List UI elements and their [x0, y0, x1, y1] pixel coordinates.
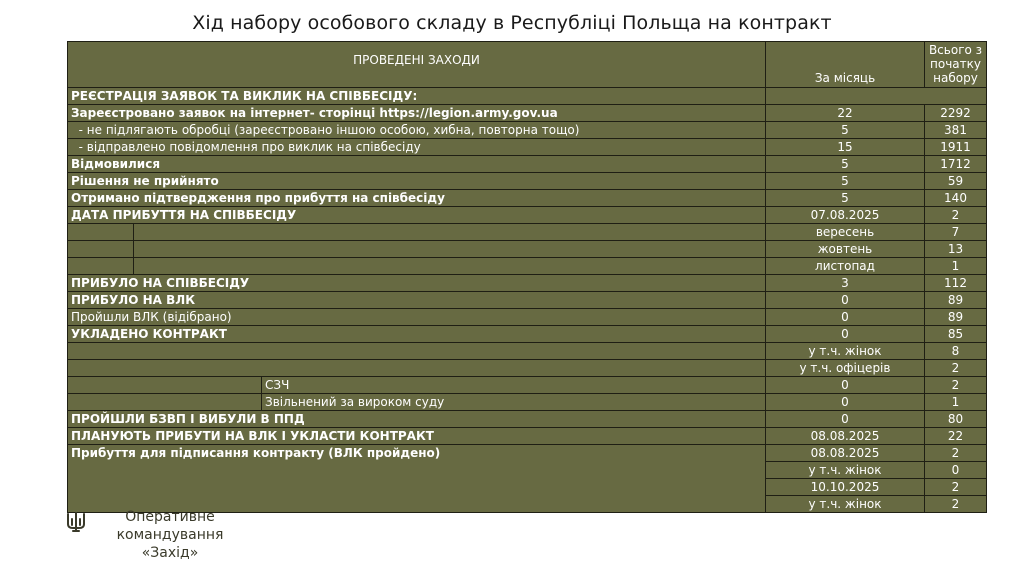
table-row	[68, 258, 987, 275]
row-total: 0	[925, 462, 987, 479]
empty-cell	[68, 394, 262, 411]
row-month: 0	[766, 394, 925, 411]
row-label: Пройшли ВЛК (відібрано)	[68, 309, 766, 326]
row-label: СЗЧ	[262, 377, 766, 394]
row-month: 0	[766, 326, 925, 343]
row-label: - не підлягають обробці (зареєстровано іншою особою, хибна, повторна тощо)	[68, 122, 766, 139]
row-label: Рішення не прийнято	[68, 173, 766, 190]
row-total: 1712	[925, 156, 987, 173]
row-month: 0	[766, 309, 925, 326]
row-total: 2	[925, 479, 987, 496]
table-header-row	[68, 42, 987, 88]
row-month: жовтень	[766, 241, 925, 258]
row-month: 15	[766, 139, 925, 156]
row-total: 140	[925, 190, 987, 207]
row-label: Отримано підтвердження про прибуття на співбесіду	[68, 190, 766, 207]
table-row	[68, 394, 987, 411]
row-month: вересень	[766, 224, 925, 241]
page-title: Хід набору особового складу в Республіці Польща на контракт	[192, 12, 832, 34]
recruitment-table	[67, 41, 987, 513]
row-month: 5	[766, 190, 925, 207]
org-line-2: командування	[116, 527, 224, 543]
row-total: 2	[925, 445, 987, 462]
table-row	[68, 241, 987, 258]
table-row	[68, 292, 987, 309]
row-total: 1911	[925, 139, 987, 156]
table-row	[68, 275, 987, 292]
row-month: 3	[766, 275, 925, 292]
row-month: 10.10.2025	[766, 479, 925, 496]
table-row	[68, 139, 987, 156]
row-total: 85	[925, 326, 987, 343]
table-row	[68, 411, 987, 428]
org-line-3: «Захід»	[141, 545, 199, 561]
row-total: 59	[925, 173, 987, 190]
row-month: 5	[766, 122, 925, 139]
row-label: ПЛАНУЮТЬ ПРИБУТИ НА ВЛК І УКЛАСТИ КОНТРАКТ	[68, 428, 766, 445]
org-line-1: Оперативне	[125, 509, 215, 525]
empty-cell	[134, 224, 766, 241]
row-total: 2	[925, 207, 987, 224]
row-total: 2292	[925, 105, 987, 122]
row-label: - відправлено повідомлення про виклик на співбесіду	[68, 139, 766, 156]
row-label: УКЛАДЕНО КОНТРАКТ	[68, 326, 766, 343]
row-month	[766, 88, 987, 105]
row-month: 0	[766, 411, 925, 428]
row-total: 80	[925, 411, 987, 428]
table-row	[68, 326, 987, 343]
table-row	[68, 190, 987, 207]
row-month: 0	[766, 292, 925, 309]
row-month: 07.08.2025	[766, 207, 925, 224]
trident-icon	[65, 511, 87, 533]
row-total: 1	[925, 258, 987, 275]
row-month: 5	[766, 156, 925, 173]
table-row	[68, 445, 987, 462]
table-row	[68, 309, 987, 326]
row-month: листопад	[766, 258, 925, 275]
table-row	[68, 224, 987, 241]
row-label: ПРОЙШЛИ БЗВП І ВИБУЛИ В ППД	[68, 411, 766, 428]
table-row	[68, 88, 987, 105]
org-name	[100, 508, 240, 562]
table-row	[68, 377, 987, 394]
empty-cell	[68, 224, 134, 241]
row-total: 2	[925, 377, 987, 394]
table-row	[68, 156, 987, 173]
row-month: у т.ч. жінок	[766, 343, 925, 360]
row-total: 2	[925, 360, 987, 377]
row-total: 89	[925, 292, 987, 309]
row-label: Зареєстровано заявок на інтернет- сторінці https://legion.army.gov.ua	[68, 105, 766, 122]
row-label: ПРИБУЛО НА СПІВБЕСІДУ	[68, 275, 766, 292]
empty-cell	[68, 343, 766, 360]
table-row	[68, 105, 987, 122]
empty-cell	[68, 377, 262, 394]
empty-cell	[68, 360, 766, 377]
row-total: 1	[925, 394, 987, 411]
header-total: Всього з початку набору	[925, 42, 987, 88]
table-row	[68, 360, 987, 377]
table-row	[68, 343, 987, 360]
row-month: у т.ч. жінок	[766, 496, 925, 513]
row-total: 112	[925, 275, 987, 292]
row-label: Прибуття для підписання контракту (ВЛК пройдено)	[68, 445, 766, 513]
empty-cell	[134, 241, 766, 258]
row-month: 08.08.2025	[766, 428, 925, 445]
row-month: 08.08.2025	[766, 445, 925, 462]
row-label: РЕЄСТРАЦІЯ ЗАЯВОК ТА ВИКЛИК НА СПІВБЕСІДУ:	[68, 88, 766, 105]
row-total: 381	[925, 122, 987, 139]
row-month: 5	[766, 173, 925, 190]
table-row	[68, 207, 987, 224]
row-label: ПРИБУЛО НА ВЛК	[68, 292, 766, 309]
table-row	[68, 122, 987, 139]
row-total: 8	[925, 343, 987, 360]
row-total: 2	[925, 496, 987, 513]
row-total: 13	[925, 241, 987, 258]
row-total: 7	[925, 224, 987, 241]
empty-cell	[68, 241, 134, 258]
row-label: Відмовилися	[68, 156, 766, 173]
row-total: 22	[925, 428, 987, 445]
row-month: у т.ч. офіцерів	[766, 360, 925, 377]
row-label: Звільнений за вироком суду	[262, 394, 766, 411]
row-month: 0	[766, 377, 925, 394]
table-row	[68, 173, 987, 190]
row-month: у т.ч. жінок	[766, 462, 925, 479]
row-month: 22	[766, 105, 925, 122]
empty-cell	[134, 258, 766, 275]
empty-cell	[68, 258, 134, 275]
row-label: ДАТА ПРИБУТТЯ НА СПІВБЕСІДУ	[68, 207, 766, 224]
header-activities: ПРОВЕДЕНІ ЗАХОДИ	[68, 42, 766, 88]
row-total: 89	[925, 309, 987, 326]
header-month: За місяць	[766, 42, 925, 88]
table-row	[68, 428, 987, 445]
